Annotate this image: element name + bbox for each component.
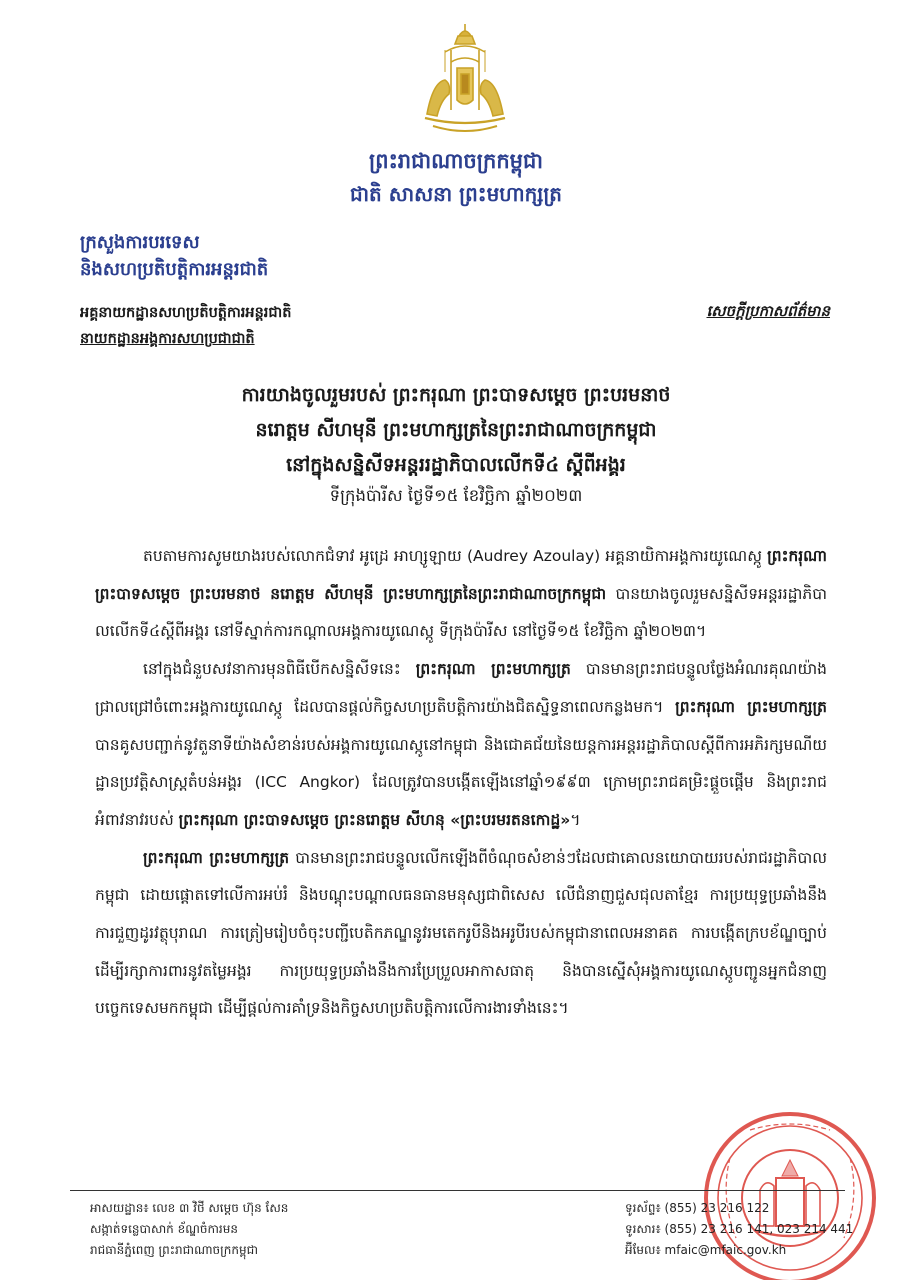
p3-king-title: ព្រះករុណា ព្រះមហាក្សត្រ: [143, 848, 290, 867]
royal-emblem: [415, 22, 515, 140]
paragraph-2: [95, 651, 827, 840]
p2-king-title-1: ព្រះករុណា ព្រះមហាក្សត្រ: [415, 660, 571, 679]
p1-text-a: តបតាមការសូមយាងរបស់លោកជំទាវ អូដ្រេ អាហ្សូឡាយ (Audrey Azoulay) អគ្គនាយិកាអង្គការយូណេស្កូ: [143, 547, 768, 565]
document-type-label: សេចក្តីប្រកាសព័ត៌មាន: [706, 302, 830, 320]
press-release-body: [95, 538, 827, 1028]
p2-text-a: នៅក្នុងជំនួបសវនាការមុនពិធីបើកសន្និសីទនេះ: [143, 660, 416, 679]
national-motto: ជាតិ សាសនា ព្រះមហាក្សត្រ: [350, 182, 562, 206]
title-line1: ការយាងចូលរួមរបស់ ព្រះករុណា ព្រះបាទសម្តេច ព្រះបរមនាថ: [241, 384, 671, 406]
footer-address: [90, 1198, 288, 1261]
email-address[interactable]: អ៊ីមែល៖ mfaic@mfaic.gov.kh: [625, 1243, 787, 1257]
ministry-name-line2: និងសហប្រតិបត្តិការអន្តរជាតិ: [80, 259, 269, 280]
p2-text-g: ។: [570, 810, 581, 829]
footer-divider: [70, 1190, 845, 1191]
p2-late-king-title: ព្រះករុណា ព្រះបាទសម្តេច ព្រះនរោត្តម សីហនុ «ព្រះបរមរតនកោដ្ឋ»: [178, 810, 571, 829]
p1-king-title: ព្រះករុណា ព្រះបាទសម្តេច ព្រះបរមនាថ នរោត្តម សីហមុនី ព្រះមហាក្សត្រនៃព្រះរាជាណាចក្រកម្ពុជា: [95, 547, 827, 603]
department-name: នាយកដ្ឋានអង្គការសហប្រជាជាតិ: [80, 331, 255, 347]
general-department: អគ្គនាយកដ្ឋានសហប្រតិបត្តិការអន្តរជាតិ: [80, 305, 292, 321]
paragraph-3: [95, 840, 827, 1029]
kingdom-heading: ព្រះរាជាណាចក្រកម្ពុជា: [368, 149, 543, 173]
title-line2: នរោត្តម សីហមុនី ព្រះមហាក្សត្រនៃព្រះរាជាណាចក្រកម្ពុជា: [255, 419, 657, 441]
dateline: ទីក្រុងប៉ារីស ថ្ងៃទី១៥ ខែវិច្ឆិកា ឆ្នាំ២០២៣: [329, 486, 583, 505]
p2-text-e: បានគូសបញ្ជាក់នូវតួនាទីយ៉ាងសំខាន់របស់អង្គការយូណេស្កូនៅកម្ពុជា និងជោគជ័យនៃយន្តការអន្តររដ្ឋាភិបាលស្តីពីការអភិរក្សមណីយដ្ឋានប្រវត្តិសាស្ត្រតំបន់អង្គរ (ICC Angkor) ដែលត្រូវបានបង្កើតឡើងនៅឆ្នាំ១៩៩៣ ក្រោមព្រះរាជគម្រិះផ្តួចផ្តើម និងព្រះរាជអំពាវនាវរបស់: [95, 735, 827, 829]
p3-text-b: បានមានព្រះរាជបន្ទូលលើកឡើងពីចំណុចសំខាន់ៗដែលជាគោលនយោបាយរបស់រាជរដ្ឋាភិបាលកម្ពុជា ដោយផ្តោតទៅលើការអប់រំ និងបណ្តុះបណ្តាលធនធានមនុស្សជាពិសេស លើជំនាញជួសជុលតាខ្មែរ ការប្រយុទ្ធប្រឆាំងនឹងការជួញដូរវត្ថុបុរាណ ការត្រៀមរៀបចំចុះបញ្ជីបេតិកភណ្ឌនូវរមតេករូបីនិងអរូបីរបស់កម្ពុជានាពេលអនាគត ការបង្កើតក្របខ័ណ្ឌច្បាប់ដើម្បីរក្សាការពារនូវតម្លៃអង្គរ ការប្រយុទ្ធប្រឆាំងនឹងការប្រែប្រួលអាកាសធាតុ និងបានស្នើសុំអង្គការយូណេស្កូបញ្ជូនអ្នកជំនាញបច្ចេកទេសមកកម្ពុជា ដើម្បីផ្តល់ការគាំទ្រនិងកិច្ចសហប្រតិបត្តិការលើការងារទាំងនេះ។: [95, 848, 827, 1018]
phone-number: ទូរស័ព្ទ៖ (855) 23 216 122: [625, 1201, 770, 1215]
p1-text-c: បានយាងចូលរួមសន្និសីទអន្តររដ្ឋាភិបាលលើកទី៤ស្តីពីអង្គរ នៅទីស្នាក់ការកណ្តាលអង្គការយូណេស្កូ ទីក្រុងប៉ារីស នៅថ្ងៃទី១៥ ខែវិច្ឆិកា ឆ្នាំ២០២៣។: [95, 584, 828, 641]
p2-text-c: បានមានព្រះរាជបន្ទូលថ្លែងអំណរគុណយ៉ាងជ្រាលជ្រៅចំពោះអង្គការយូណេស្កូ ដែលបានផ្តល់កិច្ចសហប្រតិបត្តិការយ៉ាងជិតស្និទ្ធនាពេលកន្លងមក។: [95, 660, 827, 716]
paragraph-1: [95, 538, 827, 651]
title-line3: នៅក្នុងសន្និសីទអន្តររដ្ឋាភិបាលលើកទី៤ ស្តីពីអង្គរ: [286, 454, 626, 476]
address-line3: រាជធានីភ្នំពេញ ព្រះរាជាណាចក្រកម្ពុជា: [90, 1243, 258, 1257]
p2-king-title-2: ព្រះករុណា ព្រះមហាក្សត្រ: [675, 697, 827, 716]
ministry-name-line1: ក្រសួងការបរទេស: [80, 232, 200, 253]
fax-number: ទូរសារ៖ (855) 23 216 141, 023 214 441: [625, 1222, 854, 1236]
address-line1: អាសយដ្ឋាន៖ លេខ ៣ វិថី សម្តេច ហ៊ុន សែន: [90, 1201, 289, 1215]
address-line2: សង្កាត់ទន្លេបាសាក់ ខ័ណ្ឌចំការមន: [90, 1222, 238, 1236]
footer-contacts: [625, 1198, 853, 1261]
